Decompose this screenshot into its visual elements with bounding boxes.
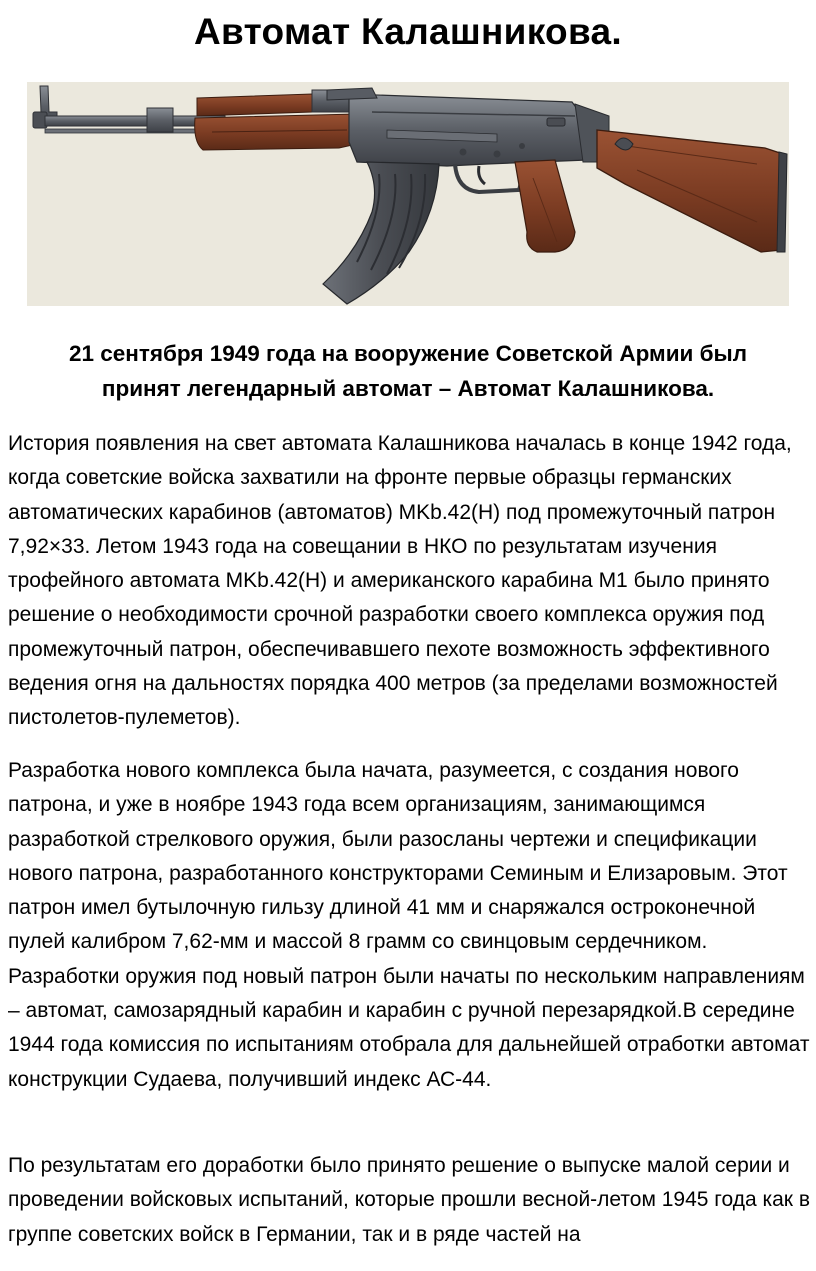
subheading-line-1: 21 сентября 1949 года на вооружение Советской Армии был <box>68 341 748 366</box>
paragraph-testing: По результатам его доработки было принято решение о выпуске малой серии и проведении войсковых испытаний, которые прошли весной-летом 1945 года как в группе советских войск в Германии, так и в ряде частей на <box>8 1154 810 1246</box>
ak47-rifle-image <box>27 82 789 306</box>
paragraph-development: Разработка нового комплекса была начата, разумеется, с создания нового патрона, и уже в ноябре 1943 года всем организациям, занимающимся разработкой стрелкового оружия, были разосланы чертежи и спецификации нового патрона, разработанного конструкторами Семиным и Елизаровым. Этот патрон имел бутылочную гильзу длиной 41 мм и снаряжался остроконечной пулей калибром 7,62-мм и массой 8 грамм со свинцовым сердечником. Разработки оружия под новый патрон были начаты по нескольким направлениям – автомат, самозарядный карабин и карабин с ручной перезарядкой.В середине 1944 года комиссия по испытаниям отобрала для дальнейшей отработки автомат конструкции Судаева, получивший индекс АС-44. <box>8 759 810 1091</box>
subheading-line-2: принят легендарный автомат – Автомат Калашникова. <box>101 376 715 401</box>
paragraph-history: История появления на свет автомата Калашникова началась в конце 1942 года, когда советские войска захватили на фронте первые образцы германских автоматических карабинов (автоматов) MKb.42(H) под промежуточный патрон 7,92×33. Летом 1943 года на совещании в НКО по результатам изучения трофейного автомата MKb.42(H) и американского карабина M1 было принято решение о необходимости срочной разработки своего комплекса оружия под промежуточный патрон, обеспечивавшего пехоте возможность эффективного ведения огня на дальностях порядка 400 метров (за пределами возможностей пистолетов-пулеметов). <box>8 432 792 730</box>
page-title: Автомат Калашникова. <box>194 11 622 52</box>
subheading <box>20 336 796 406</box>
